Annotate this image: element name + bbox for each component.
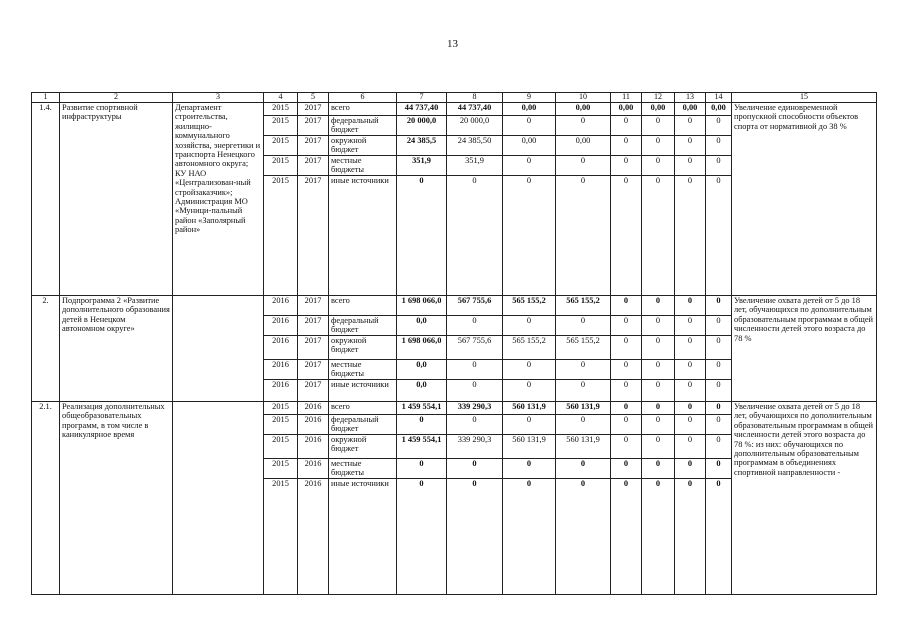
year-start-cell: 2016 (264, 360, 298, 380)
funding-source-cell: всего (329, 402, 397, 415)
amount-cell: 0,00 (611, 103, 642, 116)
amount-cell: 0 (642, 360, 675, 380)
amount-cell: 0 (675, 156, 706, 176)
amount-cell: 0 (675, 459, 706, 479)
amount-cell: 0 (611, 296, 642, 316)
amount-cell: 0 (611, 415, 642, 435)
amount-cell: 0 (503, 176, 556, 296)
amount-cell: 339 290,3 (447, 402, 503, 415)
amount-cell: 0 (675, 136, 706, 156)
amount-cell: 20 000,0 (447, 116, 503, 136)
amount-cell: 0 (447, 415, 503, 435)
amount-cell: 0 (675, 479, 706, 595)
amount-cell: 0 (503, 156, 556, 176)
amount-cell: 0 (556, 316, 611, 336)
year-start-cell: 2016 (264, 380, 298, 402)
amount-cell: 0 (611, 176, 642, 296)
year-start-cell: 2016 (264, 316, 298, 336)
amount-cell: 0 (706, 316, 732, 336)
amount-cell: 565 155,2 (503, 336, 556, 360)
column-number: 3 (173, 93, 264, 103)
amount-cell: 0 (556, 380, 611, 402)
column-number: 13 (675, 93, 706, 103)
amount-cell: 0 (642, 435, 675, 459)
amount-cell: 0,00 (503, 136, 556, 156)
amount-cell: 20 000,0 (397, 116, 447, 136)
year-start-cell: 2016 (264, 336, 298, 360)
amount-cell: 0,00 (675, 103, 706, 116)
page-number: 13 (447, 38, 458, 50)
funding-source-cell: всего (329, 103, 397, 116)
column-number: 6 (329, 93, 397, 103)
amount-cell: 0 (706, 479, 732, 595)
amount-cell: 24 385,5 (397, 136, 447, 156)
funding-source-cell: окружной бюджет (329, 336, 397, 360)
amount-cell: 0 (611, 380, 642, 402)
amount-cell: 0,00 (642, 103, 675, 116)
amount-cell: 44 737,40 (397, 103, 447, 116)
year-start-cell: 2015 (264, 116, 298, 136)
column-number: 1 (32, 93, 60, 103)
amount-cell: 0 (675, 176, 706, 296)
program-table (31, 92, 877, 595)
amount-cell: 0 (503, 316, 556, 336)
section-title: Подпрограмма 2 «Развитие дополнительного образования детей в Ненецком автономном округе» (60, 296, 173, 402)
year-end-cell: 2017 (298, 176, 329, 296)
amount-cell: 0 (611, 402, 642, 415)
column-number: 11 (611, 93, 642, 103)
year-start-cell: 2015 (264, 136, 298, 156)
table-row (32, 402, 877, 415)
amount-cell: 0 (397, 459, 447, 479)
funding-source-cell: окружной бюджет (329, 435, 397, 459)
amount-cell: 0 (706, 176, 732, 296)
year-end-cell: 2016 (298, 402, 329, 415)
year-end-cell: 2017 (298, 116, 329, 136)
amount-cell: 0 (611, 136, 642, 156)
funding-source-cell: иные источники (329, 176, 397, 296)
section-number: 2.1. (32, 402, 60, 595)
amount-cell: 0 (397, 479, 447, 595)
year-end-cell: 2017 (298, 103, 329, 116)
year-start-cell: 2015 (264, 156, 298, 176)
section-title: Реализация дополнительных общеобразовательных программ, в том числе в каникулярное время (60, 402, 173, 595)
amount-cell: 0 (556, 360, 611, 380)
amount-cell: 0 (503, 459, 556, 479)
amount-cell: 0,00 (503, 103, 556, 116)
amount-cell: 0 (503, 116, 556, 136)
year-start-cell: 2016 (264, 296, 298, 316)
year-end-cell: 2016 (298, 479, 329, 595)
year-start-cell: 2015 (264, 459, 298, 479)
amount-cell: 0 (642, 316, 675, 336)
amount-cell: 0 (503, 360, 556, 380)
funding-source-cell: местные бюджеты (329, 360, 397, 380)
amount-cell: 0 (611, 316, 642, 336)
amount-cell: 0 (447, 360, 503, 380)
amount-cell: 0 (611, 116, 642, 136)
amount-cell: 565 155,2 (556, 296, 611, 316)
amount-cell: 0 (642, 479, 675, 595)
column-number: 9 (503, 93, 556, 103)
table-row (32, 103, 877, 116)
amount-cell: 1 459 554,1 (397, 402, 447, 415)
funding-source-cell: иные источники (329, 380, 397, 402)
amount-cell: 0 (706, 402, 732, 415)
amount-cell: 0 (642, 296, 675, 316)
amount-cell: 0 (706, 116, 732, 136)
year-start-cell: 2015 (264, 415, 298, 435)
amount-cell: 0 (675, 402, 706, 415)
amount-cell: 0,00 (556, 103, 611, 116)
amount-cell: 0 (556, 479, 611, 595)
amount-cell: 0 (675, 435, 706, 459)
amount-cell: 565 155,2 (556, 336, 611, 360)
column-number: 5 (298, 93, 329, 103)
amount-cell: 565 155,2 (503, 296, 556, 316)
amount-cell: 0 (706, 459, 732, 479)
amount-cell: 0 (675, 336, 706, 360)
funding-source-cell: местные бюджеты (329, 459, 397, 479)
expected-result: Увеличение охвата детей от 5 до 18 лет, обучающихся по дополнительным образовательным программам в общей численности детей этого возраста до 78 %: из них: обучающихся по дополнительным образовательным программам в объединениях спортивной направленности - (732, 402, 877, 595)
amount-cell: 0,00 (706, 103, 732, 116)
amount-cell: 0 (642, 156, 675, 176)
year-start-cell: 2015 (264, 103, 298, 116)
amount-cell: 0 (706, 296, 732, 316)
amount-cell: 560 131,9 (503, 402, 556, 415)
year-end-cell: 2017 (298, 156, 329, 176)
amount-cell: 0 (397, 176, 447, 296)
amount-cell: 560 131,9 (556, 402, 611, 415)
amount-cell: 0 (611, 336, 642, 360)
amount-cell: 0,0 (397, 360, 447, 380)
column-number: 4 (264, 93, 298, 103)
amount-cell: 0 (675, 360, 706, 380)
year-start-cell: 2015 (264, 435, 298, 459)
year-end-cell: 2017 (298, 336, 329, 360)
amount-cell: 0 (447, 459, 503, 479)
amount-cell: 0 (611, 435, 642, 459)
amount-cell: 0 (675, 415, 706, 435)
amount-cell: 0 (556, 156, 611, 176)
funding-source-cell: местные бюджеты (329, 156, 397, 176)
expected-result: Увеличение единовременной пропускной способности объектов спорта от нормативной до 38 % (732, 103, 877, 296)
amount-cell: 0 (642, 415, 675, 435)
amount-cell: 1 698 066,0 (397, 296, 447, 316)
amount-cell: 567 755,6 (447, 296, 503, 316)
funding-source-cell: федеральный бюджет (329, 116, 397, 136)
amount-cell: 0 (503, 380, 556, 402)
amount-cell: 0 (642, 380, 675, 402)
amount-cell: 0 (611, 360, 642, 380)
amount-cell: 24 385,50 (447, 136, 503, 156)
amount-cell: 0 (706, 415, 732, 435)
amount-cell: 560 131,9 (556, 435, 611, 459)
year-start-cell: 2015 (264, 479, 298, 595)
year-end-cell: 2016 (298, 435, 329, 459)
funding-source-cell: иные источники (329, 479, 397, 595)
column-number: 8 (447, 93, 503, 103)
column-number: 7 (397, 93, 447, 103)
amount-cell: 351,9 (397, 156, 447, 176)
amount-cell: 0 (642, 116, 675, 136)
amount-cell: 0 (706, 380, 732, 402)
amount-cell: 0 (447, 380, 503, 402)
amount-cell: 0 (706, 360, 732, 380)
amount-cell: 0 (503, 479, 556, 595)
year-end-cell: 2016 (298, 459, 329, 479)
amount-cell: 0 (611, 156, 642, 176)
amount-cell: 0 (556, 176, 611, 296)
section-number: 2. (32, 296, 60, 402)
amount-cell: 0 (447, 316, 503, 336)
year-end-cell: 2016 (298, 415, 329, 435)
amount-cell: 0 (556, 459, 611, 479)
amount-cell: 351,9 (447, 156, 503, 176)
column-number-row (32, 93, 877, 103)
section-executor: Департамент строительства, жилищно-коммунального хозяйства, энергетики и транспорта Ненецкого автономного округа; КУ НАО «Централизован-ный стройзаказчик»; Администрация МО «Муници-пальный район «Заполярный район» (173, 103, 264, 296)
expected-result: Увеличение охвата детей от 5 до 18 лет, обучающихся по дополнительным образовательным программам в общей численности детей этого возраста до 78 % (732, 296, 877, 402)
year-end-cell: 2017 (298, 360, 329, 380)
column-number: 15 (732, 93, 877, 103)
column-number: 10 (556, 93, 611, 103)
column-number: 12 (642, 93, 675, 103)
table-row (32, 296, 877, 316)
amount-cell: 0 (675, 316, 706, 336)
amount-cell: 0 (675, 116, 706, 136)
amount-cell: 560 131,9 (503, 435, 556, 459)
amount-cell: 44 737,40 (447, 103, 503, 116)
amount-cell: 0 (706, 156, 732, 176)
year-end-cell: 2017 (298, 380, 329, 402)
section-executor (173, 402, 264, 595)
year-start-cell: 2015 (264, 176, 298, 296)
amount-cell: 0 (675, 296, 706, 316)
amount-cell: 0 (642, 136, 675, 156)
amount-cell: 0 (642, 336, 675, 360)
amount-cell: 1 459 554,1 (397, 435, 447, 459)
section-executor (173, 296, 264, 402)
year-end-cell: 2017 (298, 316, 329, 336)
amount-cell: 0 (611, 459, 642, 479)
amount-cell: 0 (642, 459, 675, 479)
amount-cell: 0 (556, 415, 611, 435)
funding-source-cell: окружной бюджет (329, 136, 397, 156)
amount-cell: 1 698 066,0 (397, 336, 447, 360)
amount-cell: 0 (642, 176, 675, 296)
year-start-cell: 2015 (264, 402, 298, 415)
amount-cell: 0 (397, 415, 447, 435)
amount-cell: 0 (447, 479, 503, 595)
amount-cell: 0 (556, 116, 611, 136)
funding-source-cell: всего (329, 296, 397, 316)
amount-cell: 0,00 (556, 136, 611, 156)
funding-source-cell: федеральный бюджет (329, 316, 397, 336)
section-title: Развитие спортивной инфраструктуры (60, 103, 173, 296)
amount-cell: 0 (706, 336, 732, 360)
amount-cell: 0 (611, 479, 642, 595)
amount-cell: 0 (503, 415, 556, 435)
amount-cell: 0 (706, 136, 732, 156)
amount-cell: 0 (447, 176, 503, 296)
year-end-cell: 2017 (298, 296, 329, 316)
amount-cell: 339 290,3 (447, 435, 503, 459)
amount-cell: 0,0 (397, 316, 447, 336)
amount-cell: 0,0 (397, 380, 447, 402)
amount-cell: 0 (642, 402, 675, 415)
year-end-cell: 2017 (298, 136, 329, 156)
column-number: 14 (706, 93, 732, 103)
funding-source-cell: федеральный бюджет (329, 415, 397, 435)
amount-cell: 0 (706, 435, 732, 459)
amount-cell: 567 755,6 (447, 336, 503, 360)
column-number: 2 (60, 93, 173, 103)
amount-cell: 0 (675, 380, 706, 402)
section-number: 1.4. (32, 103, 60, 296)
